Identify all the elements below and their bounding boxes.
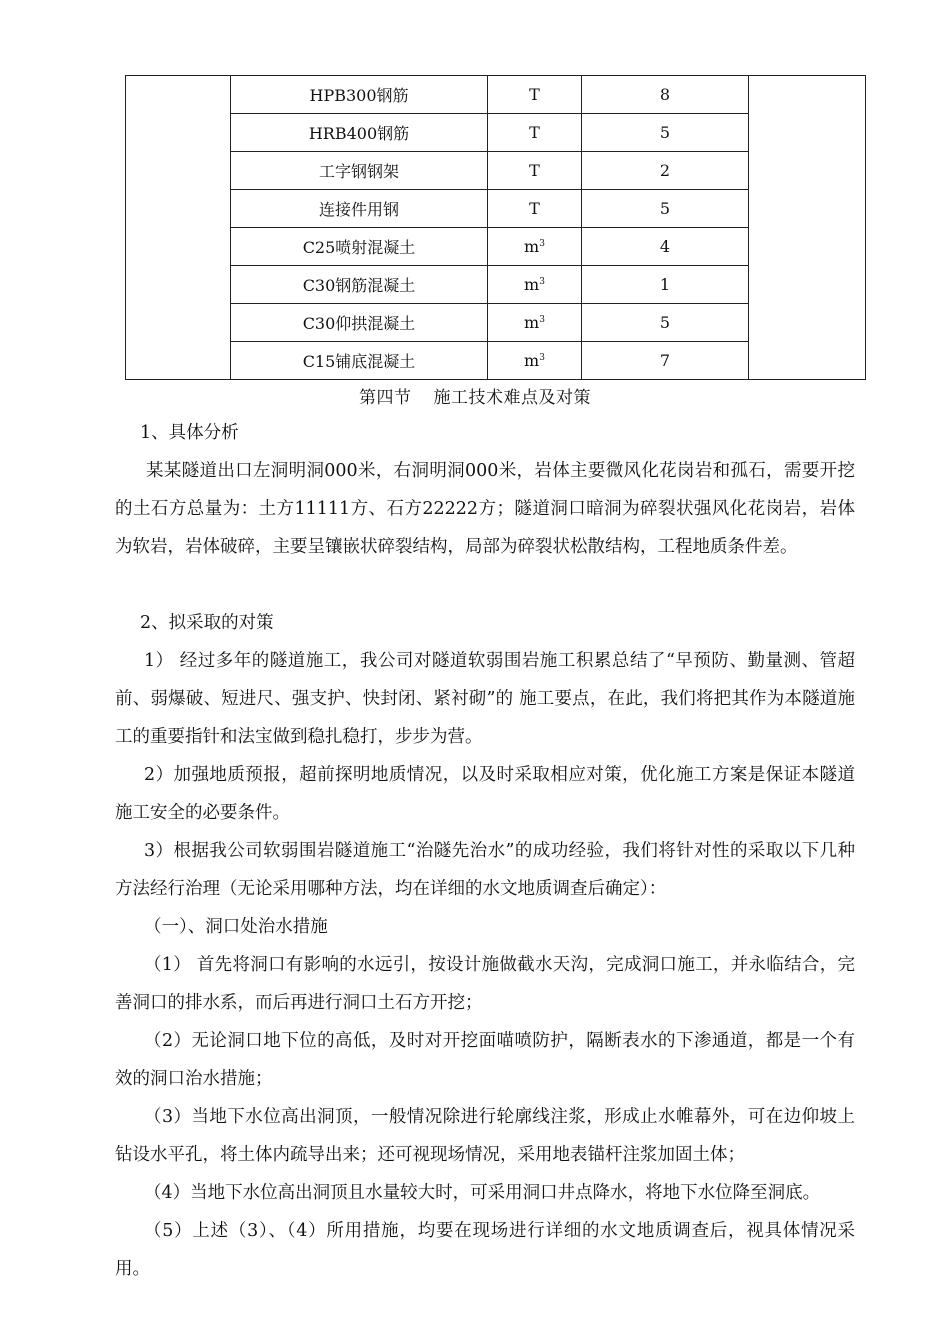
- material-name-cell: C15铺底混凝土: [231, 342, 488, 380]
- section-title-text: 施工技术难点及对策: [433, 388, 591, 408]
- unit-cell: T: [488, 76, 582, 114]
- paragraph-1: 1） 经过多年的隧道施工，我公司对隧道软弱围岩施工积累总结了“早预防、勤量测、管超前、弱爆破、短进尺、强支护、快封闭、紧衬砌”的 施工要点，在此，我们将把其作为本隧道施工的重要指针和法宝做到稳扎稳打，步步为营。: [115, 651, 855, 747]
- quantity-cell: 7: [582, 342, 749, 380]
- unit-cell: $m^3$: [488, 342, 582, 380]
- quantity-cell: 5: [582, 304, 749, 342]
- merged-right-cell: [749, 76, 866, 380]
- paragraph-7: （3）当地下水位高出洞顶，一般情况除进行轮廓线注浆，形成止水帷幕外，可在边仰坡上钻设水平孔，将土体内疏导出来；还可视现场情况，采用地表锚杆注浆加固土体；: [115, 1107, 855, 1165]
- quantity-cell: 5: [582, 190, 749, 228]
- paragraph-9: （5）上述（3）、（4）所用措施，均要在现场进行详细的水文地质调查后，视具体情况采用。: [115, 1221, 855, 1279]
- paragraph-6: （2）无论洞口地下位的高低，及时对开挖面喵喷防护，隔断表水的下渗通道，都是一个有效的洞口治水措施；: [115, 1031, 855, 1089]
- paragraph-3: 3）根据我公司软弱围岩隧道施工“治隧先治水”的成功经验，我们将针对性的采取以下几种方法经行治理（无论采用哪种方法，均在详细的水文地质调查后确定）：: [115, 841, 855, 899]
- paragraph-4: （一）、洞口处治水措施: [144, 917, 328, 937]
- material-name-cell: C25喷射混凝土: [231, 228, 488, 266]
- section-heading: [0, 383, 950, 408]
- materials-table-body: [126, 76, 866, 380]
- unit-cell: T: [488, 190, 582, 228]
- unit-cell: T: [488, 114, 582, 152]
- material-name-cell: HRB400钢筋: [231, 114, 488, 152]
- material-name-cell: C30仰拱混凝土: [231, 304, 488, 342]
- material-name-cell: 连接件用钢: [231, 190, 488, 228]
- paragraph-8: （4）当地下水位高出洞顶且水量较大时，可采用洞口井点降水，将地下水位降至洞底。: [144, 1183, 821, 1203]
- paragraph-5: （1） 首先将洞口有影响的水远引，按设计施做截水天沟，完成洞口施工，并永临结合，完善洞口的排水系，而后再进行洞口土石方开挖；: [115, 955, 855, 1013]
- materials-table: [125, 75, 866, 380]
- paragraph-2: 2）加强地质预报，超前探明地质情况，以及时采取相应对策，优化施工方案是保证本隧道施工安全的必要条件。: [115, 765, 855, 823]
- material-name-cell: C30钢筋混凝土: [231, 266, 488, 304]
- analysis-paragraph: 某某隧道出口左洞明洞000米，右洞明洞000米，岩体主要微风化花岗岩和孤石，需要开挖的土石方总量为：土方11111方、石方22222方；隧道洞口暗洞为碎裂状强风化花岗岩，岩体为软岩，岩体破碎，主要呈镶嵌状碎裂结构，局部为碎裂状松散结构，工程地质条件差。: [115, 461, 855, 557]
- material-name-cell: HPB300钢筋: [231, 76, 488, 114]
- merged-left-cell: [126, 76, 231, 380]
- quantity-cell: 8: [582, 76, 749, 114]
- material-name-cell: 工字钢钢架: [231, 152, 488, 190]
- quantity-cell: 1: [582, 266, 749, 304]
- unit-cell: T: [488, 152, 582, 190]
- section-number: 第四节: [359, 388, 412, 408]
- unit-cell: $m^3$: [488, 304, 582, 342]
- subheading-analysis: 1、具体分析: [140, 423, 239, 443]
- quantity-cell: 5: [582, 114, 749, 152]
- subheading-countermeasures: 2、拟采取的对策: [140, 613, 274, 633]
- unit-cell: $m^3$: [488, 266, 582, 304]
- quantity-cell: 2: [582, 152, 749, 190]
- unit-cell: $m^3$: [488, 228, 582, 266]
- quantity-cell: 4: [582, 228, 749, 266]
- table-row: [126, 76, 866, 114]
